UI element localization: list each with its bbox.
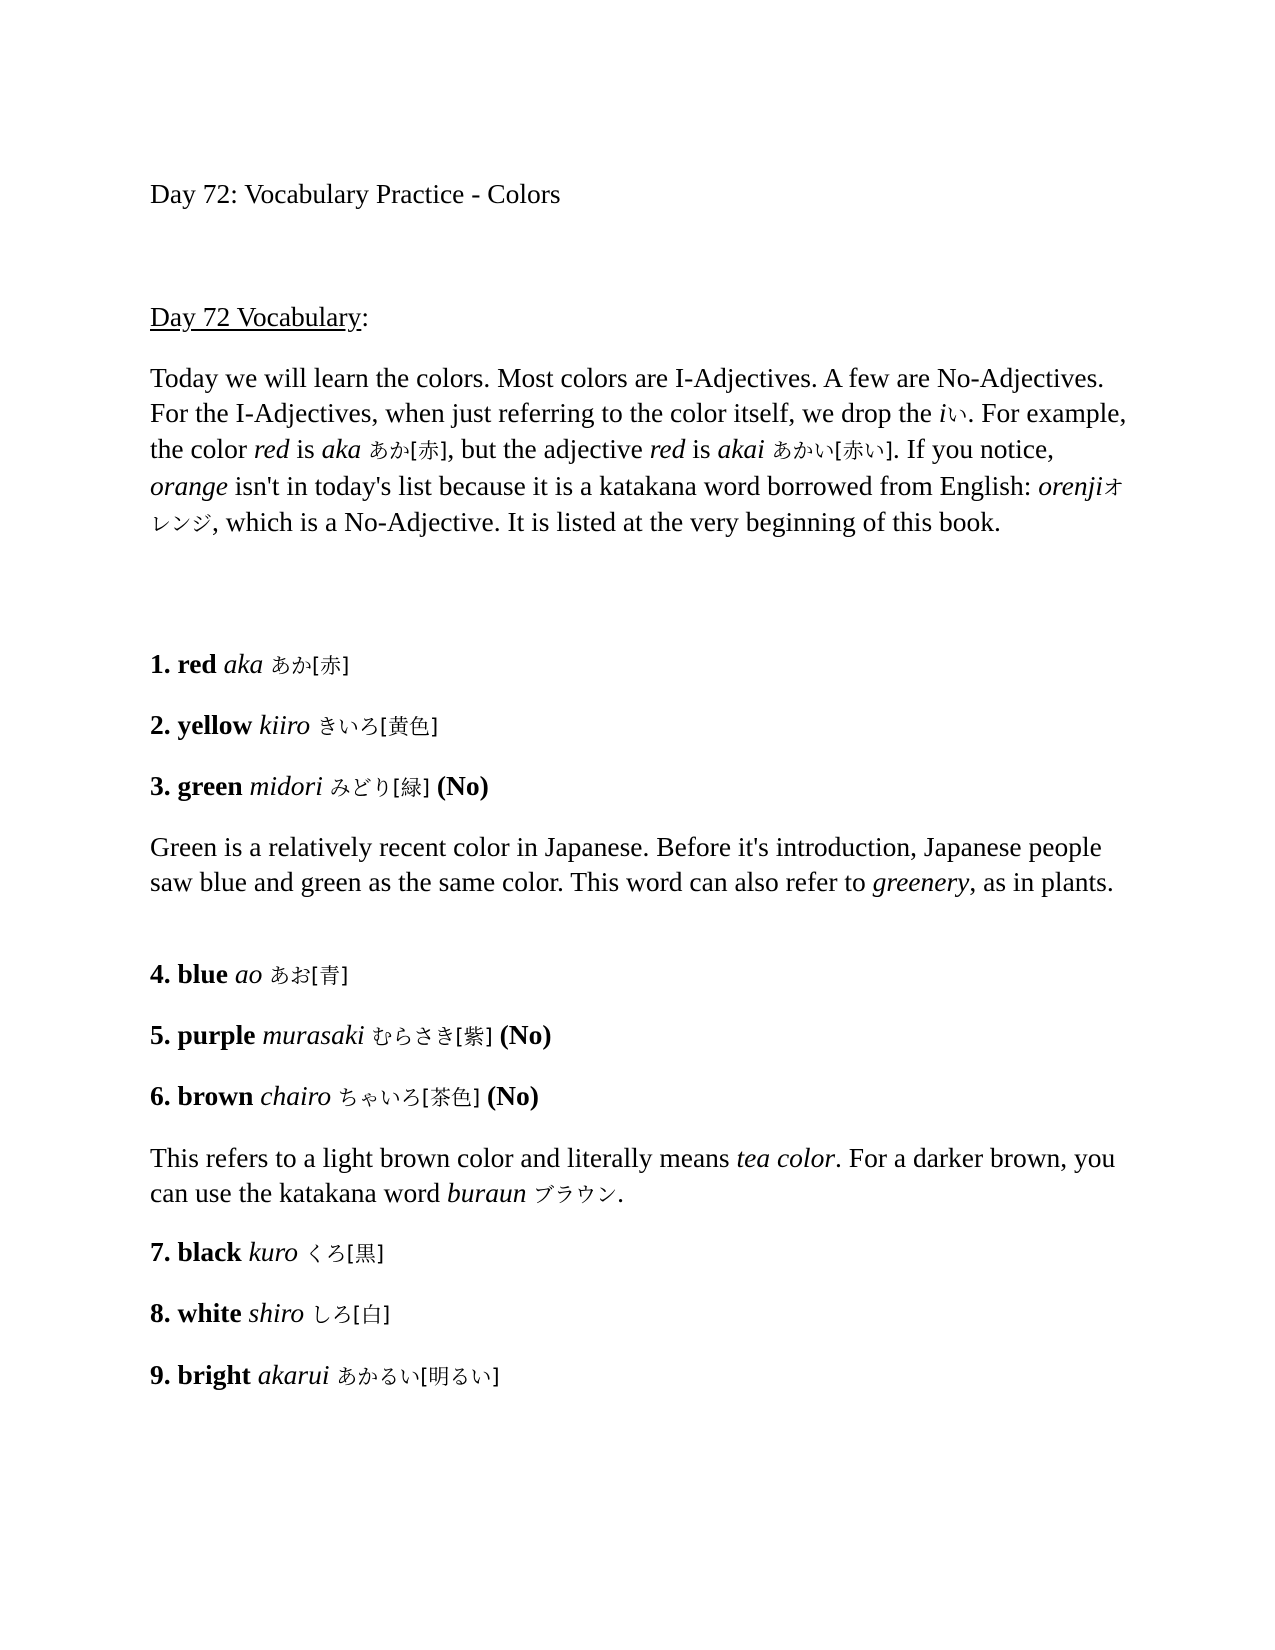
brown-note-text: This refers to a light brown color and literally means — [150, 1142, 737, 1173]
intro-text: , which is a No-Adjective. It is listed at the very beginning of this book. — [211, 506, 1001, 537]
brown-note-text: . — [617, 1176, 625, 1208]
vocab-english: 2. yellow — [150, 709, 253, 740]
intro-orenji-kana: オレンジ — [150, 475, 1124, 536]
vocab-item — [150, 769, 489, 806]
vocab-kana: むらさき[紫] — [364, 1025, 493, 1049]
intro-paragraph — [150, 361, 1135, 542]
section-heading — [150, 300, 369, 335]
vocab-kana: みどり[緑] — [322, 776, 430, 800]
vocab-kana: あかるい[明るい] — [329, 1365, 500, 1389]
intro-text: is — [685, 433, 718, 464]
vocab-kana: しろ[白] — [304, 1303, 391, 1327]
green-note-greenery: greenery — [872, 865, 970, 897]
vocab-romaji: akarui — [257, 1359, 330, 1390]
intro-text: , but the adjective — [447, 433, 650, 464]
vocab-romaji: midori — [249, 770, 323, 801]
vocab-item — [150, 1235, 384, 1272]
brown-note-buraun-kana: ブラウン — [526, 1182, 618, 1207]
vocab-item — [150, 647, 349, 684]
vocab-item — [150, 708, 438, 745]
green-note-text: , as in plants. — [969, 865, 1114, 897]
intro-text: . For example, the color — [150, 396, 1127, 464]
vocab-item — [150, 1358, 500, 1395]
vocab-romaji: murasaki — [262, 1019, 365, 1050]
vocab-item — [150, 1296, 390, 1333]
vocab-item — [150, 1018, 552, 1055]
vocab-english: 8. white — [150, 1297, 242, 1328]
intro-text: isn't in today's list because it is a katakana word borrowed from English: — [227, 469, 1039, 501]
vocab-english: 6. brown — [150, 1080, 254, 1111]
vocab-kana: くろ[黒] — [297, 1242, 385, 1266]
vocab-romaji: ao — [234, 958, 263, 989]
intro-i-kana: い — [946, 402, 968, 427]
intro-aka-romaji: aka — [321, 433, 362, 464]
vocab-romaji: chairo — [260, 1080, 332, 1111]
page-title: Day 72: Vocabulary Practice - Colors — [150, 178, 561, 209]
vocab-kana: きいろ[黄色] — [310, 715, 439, 739]
brown-note-paragraph — [150, 1141, 1135, 1212]
vocab-kana: あか[赤] — [263, 654, 350, 678]
intro-i-romaji: i — [938, 396, 947, 428]
vocab-tag: (No) — [429, 770, 489, 801]
green-note-paragraph — [150, 830, 1135, 899]
vocab-romaji: kiiro — [259, 709, 311, 740]
vocab-tag: (No) — [480, 1080, 539, 1111]
vocab-english: 1. red — [150, 648, 217, 679]
brown-note-tea-color: tea color — [736, 1142, 836, 1173]
section-heading-label: Day 72 Vocabulary — [150, 301, 362, 332]
vocab-english: 7. black — [150, 1236, 242, 1267]
vocab-tag: (No) — [492, 1019, 552, 1050]
vocab-english: 4. blue — [150, 958, 228, 989]
vocab-item — [150, 957, 348, 994]
intro-text: . If you notice, — [892, 433, 1055, 464]
intro-text: Today we will learn the colors. Most colors are I-Adjectives. A few are No-Adjectives. For the I-Adjectives, when just referring to the color itself, we drop the — [150, 362, 1105, 428]
vocab-romaji: aka — [223, 648, 264, 679]
intro-akai-romaji: akai — [717, 433, 765, 464]
vocab-item — [150, 1079, 539, 1116]
intro-akai-kana: あかい[赤い] — [764, 439, 893, 463]
intro-aka-kana: あか[赤] — [361, 439, 448, 463]
vocab-english: 3. green — [150, 770, 243, 801]
vocab-kana: ちゃいろ[茶色] — [331, 1086, 481, 1110]
vocab-romaji: shiro — [248, 1297, 305, 1328]
intro-red-term: red — [253, 433, 290, 464]
intro-orange-term: orange — [150, 469, 228, 501]
intro-red-term: red — [649, 433, 686, 464]
vocab-kana: あお[青] — [262, 964, 349, 988]
intro-text: is — [289, 433, 322, 464]
intro-orenji-romaji: orenji — [1038, 469, 1103, 501]
vocab-romaji: kuro — [248, 1236, 298, 1267]
section-heading-colon: : — [361, 301, 369, 332]
brown-note-buraun-romaji: buraun — [447, 1176, 527, 1208]
brown-note-text: . For a darker brown, you can use the katakana word — [150, 1142, 1116, 1208]
vocab-english: 9. bright — [150, 1359, 251, 1390]
vocab-english: 5. purple — [150, 1019, 256, 1050]
green-note-text: Green is a relatively recent color in Japanese. Before it's introduction, Japanese people saw blue and green as the same color. This word can also refer to — [150, 831, 1102, 897]
